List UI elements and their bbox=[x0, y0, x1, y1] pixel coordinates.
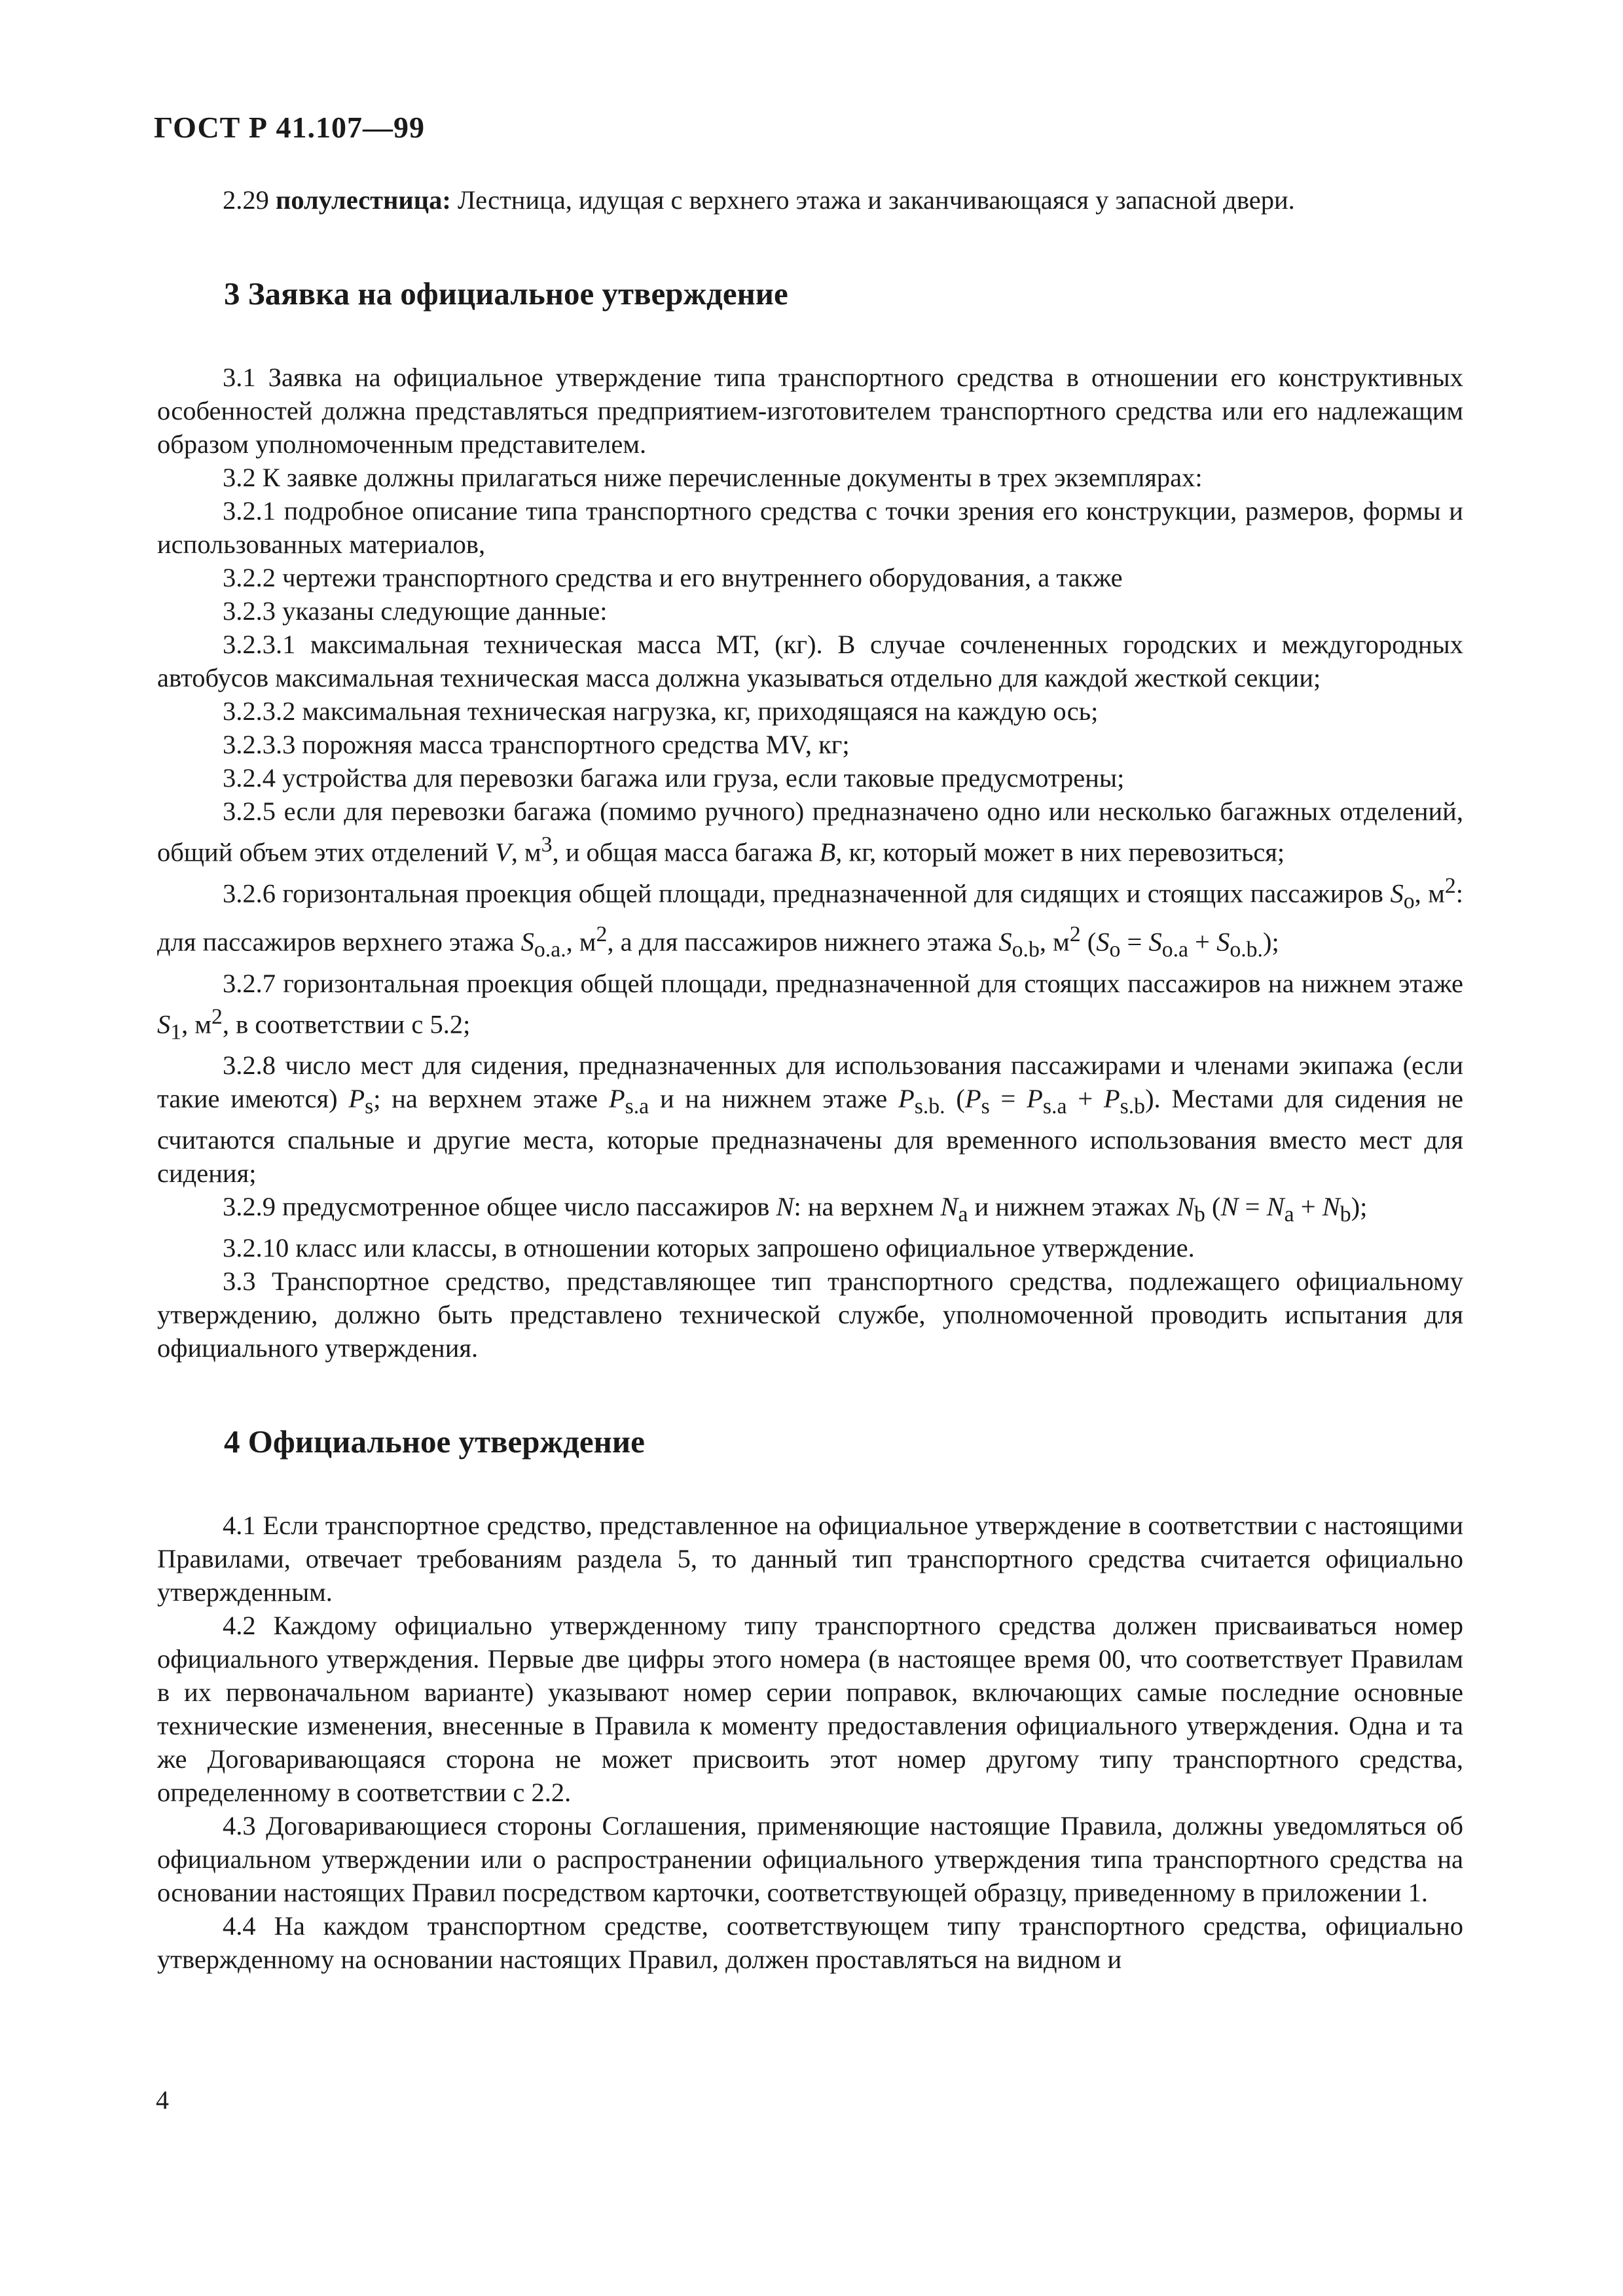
paragraph-3-2-3-1: 3.2.3.1 максимальная техническая масса МТ, (кг). В случае сочлененных городских и междугородных автобусов максимальная техническая масса должна указываться отдельно для каждой жесткой секции; bbox=[157, 630, 1463, 692]
paragraph-3-2-5: 3.2.5 если для перевозки багажа (помимо ручного) предназначено одно или несколько багажных отделений, общий объем этих отделений V, $м^3$, и общая масса багажа B, кг, который может в них перевозиться; bbox=[157, 797, 1463, 867]
paragraph-3-3: 3.3 Транспортное средство, представляющее тип транспортного средства, подлежащего официальному утверждению, должно быть представлено технической службе, уполномоченной проводить испытания для официального утверждения. bbox=[157, 1266, 1463, 1363]
paragraph-3-2-8: 3.2.8 число мест для сидения, предназначенных для использования пассажирами и членами экипажа (если такие имеются) $P_s$; на верхнем этаже $P_{s.a}$ и на нижнем этаже $P_{s.b.}$ $(P_s = P_{s.a} + P_{s.b})$. Местами для сидения не считаются спальные и другие места, которые предназначены для временного использования вместо мест для сидения; bbox=[157, 1050, 1463, 1189]
paragraph-3-2-6: 3.2.6 горизонтальная проекция общей площади, предназначенной для сидящих и стоящих пассажиров $S_o$, $м^2$: для пассажиров верхнего этажа $S_{o.a.}$, $м^2$, а для пассажиров нижнего этажа $S_{o.b}$, $м^2$ $(S_o = S_{o.a} + S_{o.b.})$; bbox=[157, 873, 1463, 962]
page-number: 4 bbox=[156, 2085, 169, 2115]
term: полулестница: bbox=[276, 185, 451, 215]
paragraph-3-1: 3.1 Заявка на официальное утверждение типа транспортного средства в отношении его конструктивных особенностей должна представляться предприятием-изготовителем транспортного средства или его надлежащим образом уполномоченным представителем. bbox=[157, 363, 1463, 459]
paragraph-4-3: 4.3 Договаривающиеся стороны Соглашения, применяющие настоящие Правила, должны уведомляться об официальном утверждении или о распространении официального утверждения типа транспортного средства на основании настоящих Правил посредством карточки, соответствующей образцу, приведенному в приложении 1. bbox=[157, 1811, 1463, 1908]
paragraph-3-2-2: 3.2.2 чертежи транспортного средства и его внутреннего оборудования, а также bbox=[223, 563, 1123, 592]
section-4-heading: 4 Официальное утверждение bbox=[224, 1424, 645, 1460]
document-header: ГОСТ Р 41.107—99 bbox=[154, 111, 425, 144]
section-3-heading: 3 Заявка на официальное утверждение bbox=[224, 276, 788, 312]
paragraph-2-29 bbox=[157, 183, 1463, 217]
paragraph-3-2-4: 3.2.4 устройства для перевозки багажа или груза, если таковые предусмотрены; bbox=[223, 763, 1125, 793]
paragraph-3-2-7: 3.2.7 горизонтальная проекция общей площади, предназначенной для стоящих пассажиров на нижнем этаже $S_1$, $м^2$, в соответствии с 5.2; bbox=[157, 968, 1463, 1045]
paragraph-3-2-10: 3.2.10 класс или классы, в отношении которых запрошено официальное утверждение. bbox=[223, 1233, 1195, 1263]
paragraph-3-2-9: 3.2.9 предусмотренное общее число пассажиров N: на верхнем $N_a$ и нижнем этажах $N_b$ $(N = N_a + N_b)$; bbox=[223, 1192, 1368, 1227]
paragraph-3-2-3-3: 3.2.3.3 порожняя масса транспортного средства MV, кг; bbox=[223, 730, 850, 759]
clause-number: 2.29 bbox=[223, 185, 269, 215]
paragraph-3-2-3-2: 3.2.3.2 максимальная техническая нагрузка, кг, приходящаяся на каждую ось; bbox=[223, 696, 1099, 726]
paragraph-4-2: 4.2 Каждому официально утвержденному типу транспортного средства должен присваиваться номер официального утверждения. Первые две цифры этого номера (в настоящее время 00, что соответствует Правилам в их первоначальном варианте) указывают номер серии поправок, включающих самые последние основные технические изменения, внесенные в Правила к моменту предоставления официального утверждения. Одна и та же Договаривающаяся сторона не может присвоить этот номер другому типу транспортного средства, определенному в соответствии с 2.2. bbox=[157, 1611, 1463, 1808]
paragraph-4-1: 4.1 Если транспортное средство, представленное на официальное утверждение в соответствии с настоящими Правилами, отвечает требованиям раздела 5, то данный тип транспортного средства считается официально утвержденным. bbox=[157, 1511, 1463, 1607]
definition-text: Лестница, идущая с верхнего этажа и заканчивающаяся у запасной двери. bbox=[457, 185, 1295, 215]
paragraph-3-2-1: 3.2.1 подробное описание типа транспортного средства с точки зрения его конструкции, размеров, формы и использованных материалов, bbox=[157, 496, 1463, 559]
paragraph-3-2: 3.2 К заявке должны прилагаться ниже перечисленные документы в трех экземплярах: bbox=[223, 463, 1203, 492]
paragraph-4-4: 4.4 На каждом транспортном средстве, соответствующем типу транспортного средства, официально утвержденному на основании настоящих Правил, должен проставляться на видном и bbox=[157, 1911, 1463, 1975]
paragraph-3-2-3: 3.2.3 указаны следующие данные: bbox=[223, 596, 608, 626]
page-content bbox=[157, 183, 1463, 1976]
